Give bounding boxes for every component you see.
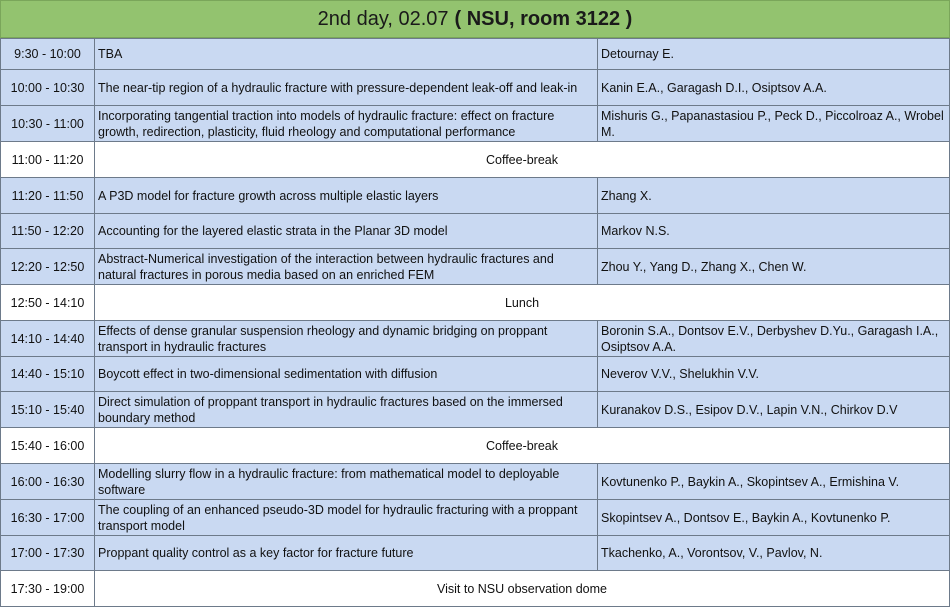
day-header <box>0 0 950 38</box>
talk-title: TBA <box>95 39 598 70</box>
talk-row <box>1 536 950 571</box>
day-header-venue: ( NSU, room 3122 ) <box>454 7 633 30</box>
row-time: 17:00 - 17:30 <box>1 536 95 571</box>
day-header-date: 2nd day, 02.07 <box>317 7 449 30</box>
row-time: 15:40 - 16:00 <box>1 428 95 464</box>
row-time: 16:30 - 17:00 <box>1 500 95 536</box>
row-time: 15:10 - 15:40 <box>1 392 95 428</box>
talk-row <box>1 39 950 70</box>
schedule-body <box>1 39 950 607</box>
row-time: 14:10 - 14:40 <box>1 321 95 357</box>
talk-row <box>1 214 950 249</box>
break-label: Lunch <box>95 285 950 321</box>
talk-title: The near-tip region of a hydraulic fracture with pressure-dependent leak-off and leak-in <box>95 70 598 106</box>
talk-speakers: Mishuris G., Papanastasiou P., Peck D., Piccolroaz A., Wrobel M. <box>598 106 950 142</box>
break-label: Visit to NSU observation dome <box>95 571 950 607</box>
row-time: 12:50 - 14:10 <box>1 285 95 321</box>
talk-speakers: Zhou Y., Yang D., Zhang X., Chen W. <box>598 249 950 285</box>
talk-row <box>1 178 950 214</box>
talk-title: Incorporating tangential traction into models of hydraulic fracture: effect on fracture growth, redirection, plasticity, fluid rheology and computational performance <box>95 106 598 142</box>
break-row <box>1 571 950 607</box>
talk-row <box>1 70 950 106</box>
talk-row <box>1 321 950 357</box>
talk-title: Abstract-Numerical investigation of the interaction between hydraulic fractures and natural fractures in porous media based on an enriched FEM <box>95 249 598 285</box>
talk-speakers: Tkachenko, A., Vorontsov, V., Pavlov, N. <box>598 536 950 571</box>
talk-speakers: Detournay E. <box>598 39 950 70</box>
talk-speakers: Markov N.S. <box>598 214 950 249</box>
talk-speakers: Kuranakov D.S., Esipov D.V., Lapin V.N., Chirkov D.V <box>598 392 950 428</box>
talk-speakers: Kanin E.A., Garagash D.I., Osiptsov A.A. <box>598 70 950 106</box>
talk-title: Accounting for the layered elastic strata in the Planar 3D model <box>95 214 598 249</box>
talk-row <box>1 392 950 428</box>
break-row <box>1 285 950 321</box>
talk-row <box>1 464 950 500</box>
row-time: 11:20 - 11:50 <box>1 178 95 214</box>
talk-title: The coupling of an enhanced pseudo-3D model for hydraulic fracturing with a proppant transport model <box>95 500 598 536</box>
row-time: 11:50 - 12:20 <box>1 214 95 249</box>
talk-speakers: Boronin S.A., Dontsov E.V., Derbyshev D.Yu., Garagash I.A., Osiptsov A.A. <box>598 321 950 357</box>
row-time: 16:00 - 16:30 <box>1 464 95 500</box>
talk-title: Direct simulation of proppant transport in hydraulic fractures based on the immersed boundary method <box>95 392 598 428</box>
row-time: 10:30 - 11:00 <box>1 106 95 142</box>
break-label: Coffee-break <box>95 428 950 464</box>
talk-speakers: Kovtunenko P., Baykin A., Skopintsev A., Ermishina V. <box>598 464 950 500</box>
row-time: 12:20 - 12:50 <box>1 249 95 285</box>
talk-title: Boycott effect in two-dimensional sedimentation with diffusion <box>95 357 598 392</box>
talk-title: A P3D model for fracture growth across multiple elastic layers <box>95 178 598 214</box>
break-row <box>1 428 950 464</box>
talk-title: Modelling slurry flow in a hydraulic fracture: from mathematical model to deployable software <box>95 464 598 500</box>
talk-speakers: Neverov V.V., Shelukhin V.V. <box>598 357 950 392</box>
talk-row <box>1 249 950 285</box>
break-row <box>1 142 950 178</box>
talk-title: Effects of dense granular suspension rheology and dynamic bridging on proppant transport in hydraulic fractures <box>95 321 598 357</box>
talk-row <box>1 500 950 536</box>
talk-row <box>1 106 950 142</box>
row-time: 9:30 - 10:00 <box>1 39 95 70</box>
talk-title: Proppant quality control as a key factor for fracture future <box>95 536 598 571</box>
schedule-table <box>0 38 950 607</box>
row-time: 14:40 - 15:10 <box>1 357 95 392</box>
talk-speakers: Skopintsev A., Dontsov E., Baykin A., Kovtunenko P. <box>598 500 950 536</box>
row-time: 10:00 - 10:30 <box>1 70 95 106</box>
talk-row <box>1 357 950 392</box>
talk-speakers: Zhang X. <box>598 178 950 214</box>
row-time: 17:30 - 19:00 <box>1 571 95 607</box>
row-time: 11:00 - 11:20 <box>1 142 95 178</box>
break-label: Coffee-break <box>95 142 950 178</box>
